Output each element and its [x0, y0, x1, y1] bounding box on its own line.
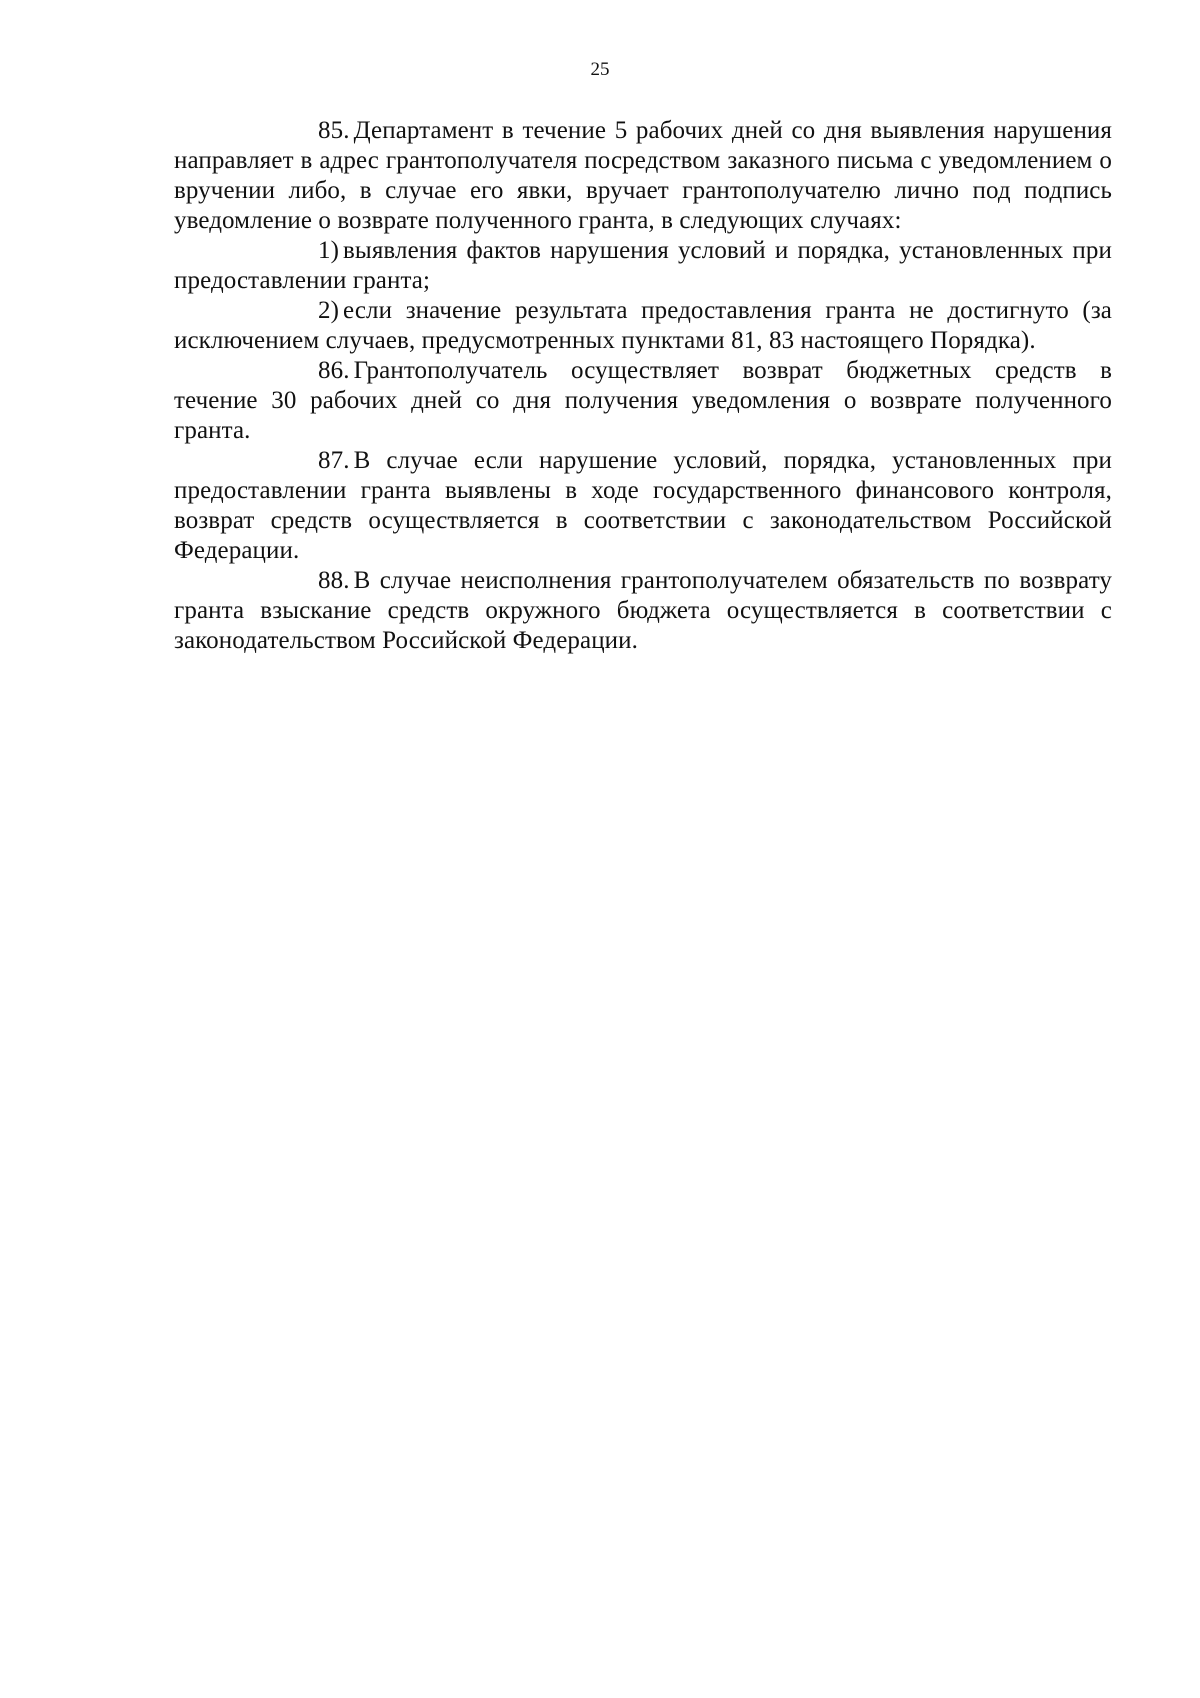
paragraph-number: 87. — [318, 447, 350, 474]
page-number: 25 — [590, 59, 610, 80]
paragraph-text: В случае если нарушение условий, порядка, установленных при предоставлении гранта выявлены в ходе государственного финансового контроля, возврат средств осуществляется в соответствии с законодательством Российской Федерации. — [174, 447, 1112, 564]
paragraph-87 — [174, 446, 1112, 566]
paragraph-item-2 — [174, 296, 1112, 356]
paragraph-88 — [174, 566, 1112, 656]
paragraph-86 — [174, 356, 1112, 446]
document-body — [174, 116, 1112, 656]
paragraph-number: 88. — [318, 567, 350, 594]
paragraph-number: 85. — [318, 117, 350, 144]
paragraph-item-1 — [174, 236, 1112, 296]
paragraph-text: если значение результата предоставления гранта не достигнуто (за исключением случаев, предусмотренных пунктами 81, 83 настоящего Порядка). — [174, 297, 1112, 354]
paragraph-text: В случае неисполнения грантополучателем обязательств по возврату гранта взыскание средств окружного бюджета осуществляется в соответствии с законодательством Российской Федерации. — [174, 567, 1112, 654]
paragraph-text: Грантополучатель осуществляет возврат бюджетных средств в течение 30 рабочих дней со дня получения уведомления о возврате полученного гранта. — [174, 357, 1112, 444]
paragraph-number: 86. — [318, 357, 350, 384]
paragraph-text: Департамент в течение 5 рабочих дней со дня выявления нарушения направляет в адрес грантополучателя посредством заказного письма с уведомлением о вручении либо, в случае его явки, вручает грантополучателю лично под подпись уведомление о возврате полученного гранта, в следующих случаях: — [174, 117, 1112, 234]
paragraph-85 — [174, 116, 1112, 236]
paragraph-number: 2) — [318, 297, 340, 324]
paragraph-text: выявления фактов нарушения условий и порядка, установленных при предоставлении гранта; — [174, 237, 1112, 294]
paragraph-number: 1) — [318, 237, 340, 264]
